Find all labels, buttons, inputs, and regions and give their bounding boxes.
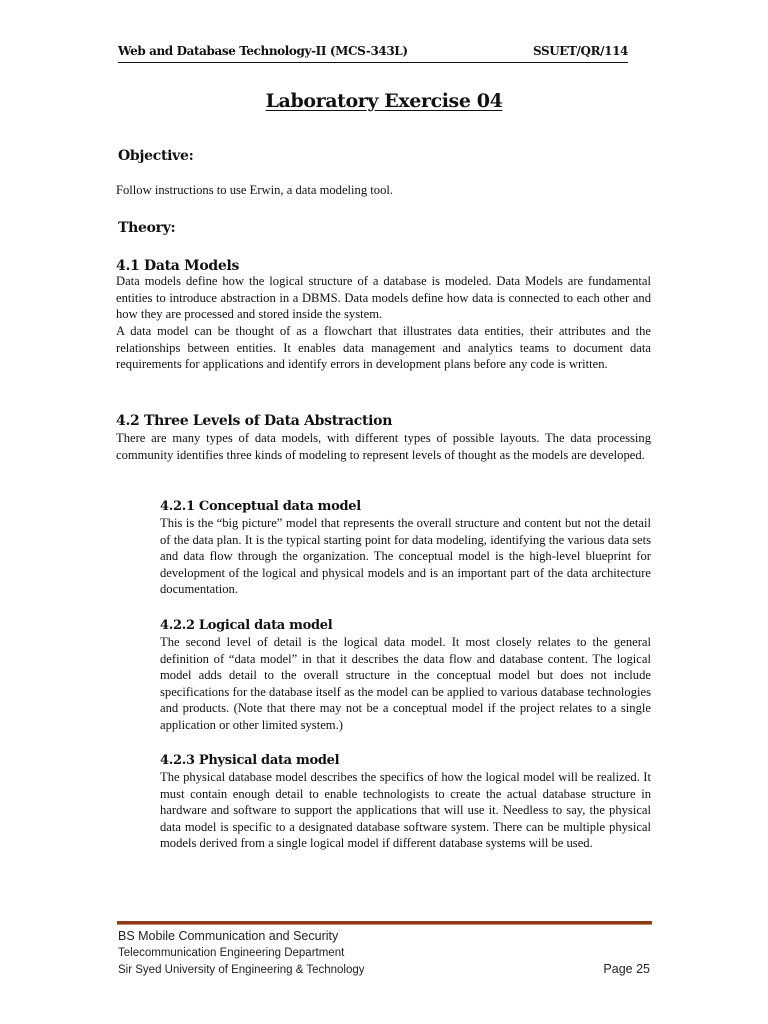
objective-text: Follow instructions to use Erwin, a data modeling tool. xyxy=(116,183,394,197)
section-4-1-paragraph-2: A data model can be thought of as a flowchart that illustrates data entities, their attributes and the relationships between entities. It enables data management and analytics teams to document data requirements for applications and identify errors in development plans before any code is written. xyxy=(116,324,651,372)
section-4-2-paragraph: There are many types of data models, with different types of possible layouts. The data processing community identifies three kinds of modeling to represent levels of thought as the models are developed. xyxy=(116,431,651,462)
page-number: Page 25 xyxy=(603,962,650,976)
page-title-text: Laboratory Exercise 04 xyxy=(265,90,503,112)
section-4-2-1-paragraph: This is the “big picture” model that represents the overall structure and content but not the detail of the data plan. It is the typical starting point for data modeling, identifying the various data sets and data flow through the organization. The conceptual model is the high-level blueprint for development of the logical and physical models and is an important part of the data architecture documentation. xyxy=(160,516,651,597)
theory-heading: Theory: xyxy=(118,220,176,236)
section-4-2-heading: 4.2 Three Levels of Data Abstraction xyxy=(116,413,393,429)
section-4-2-1-heading: 4.2.1 Conceptual data model xyxy=(160,499,361,514)
document-code: SSUET/QR/114 xyxy=(532,44,628,58)
section-4-2-2-paragraph: The second level of detail is the logical data model. It most closely relates to the general definition of “data model” in that it describes the data flow and database content. The logical model adds detail to the overall structure in the conceptual model but does not include specifications for the database itself as the model can be applied to various database technologies and products. (Note that there may not be a conceptual model if the project relates to a single application or other limited system.) xyxy=(160,635,651,732)
page-header xyxy=(118,44,628,63)
footer-rule xyxy=(117,921,652,925)
course-title: Web and Database Technology-II (MCS-343L) xyxy=(118,44,408,58)
section-4-2-2-heading: 4.2.2 Logical data model xyxy=(160,618,333,633)
section-4-1-paragraph-1: Data models define how the logical structure of a database is modeled. Data Models are fundamental entities to introduce abstraction in a DBMS. Data models define how data is connected to each other and how they are processed and stored inside the system. xyxy=(116,274,651,322)
section-4-2-3-paragraph: The physical database model describes the specifics of how the logical model will be realized. It must contain enough detail to enable technologists to create the actual database structure in hardware and software to support the applications that will use it. Needless to say, the physical data model is specific to a designated database software system. There can be multiple physical models derived from a single logical model if different database systems will be used. xyxy=(160,770,651,851)
objective-heading: Objective: xyxy=(118,148,194,164)
section-4-2-3-heading: 4.2.3 Physical data model xyxy=(160,753,340,768)
footer-department: Telecommunication Engineering Department xyxy=(118,947,345,959)
section-4-1-heading: 4.1 Data Models xyxy=(116,258,240,274)
page-title xyxy=(0,90,768,112)
footer-program: BS Mobile Communication and Security xyxy=(118,929,339,943)
footer-university: Sir Syed University of Engineering & Technology xyxy=(118,964,365,976)
